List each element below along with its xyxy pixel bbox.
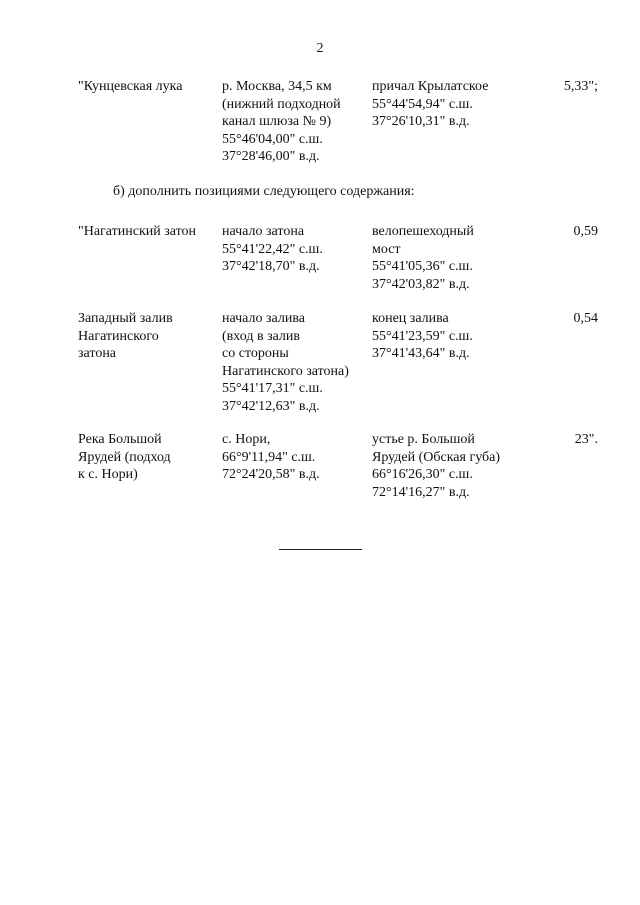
text-line: "Нагатинский затон <box>78 224 197 239</box>
text-line: к с. Нори) <box>78 467 138 483</box>
intro-paragraph: б) дополнить позициями следующего содержания: <box>113 184 415 199</box>
text-line: 55°41'17,31" с.ш. <box>222 381 323 397</box>
waterway-name <box>78 431 216 484</box>
waterway-name <box>78 310 216 363</box>
text-line: 66°16'26,30" с.ш. <box>372 467 473 483</box>
text-line: устье р. Большой <box>372 432 475 447</box>
start-point <box>222 310 367 416</box>
start-point <box>222 431 367 484</box>
page-number: 2 <box>316 41 324 56</box>
text-line: "Кунцевская лука <box>78 79 183 94</box>
text-line: конец залива <box>372 311 449 326</box>
text-line: 66°9'11,94" с.ш. <box>222 449 316 465</box>
text-line: 72°24'20,58" в.д. <box>222 467 320 483</box>
text-line: (вход в залив <box>222 328 301 344</box>
text-line: 37°28'46,00" в.д. <box>222 149 320 165</box>
text-line: канал шлюза № 9) <box>222 114 332 130</box>
length-value <box>518 223 598 241</box>
start-point <box>222 223 367 276</box>
text-line: Ярудей (Обская губа) <box>372 449 501 465</box>
text-line: 37°41'43,64" в.д. <box>372 346 470 362</box>
text-line: р. Москва, 34,5 км <box>222 79 332 94</box>
start-point <box>222 78 367 166</box>
text-line: Западный залив <box>78 311 173 326</box>
length-value <box>518 431 598 449</box>
text-line: причал Крылатское <box>372 79 489 94</box>
text-line: с. Нори, <box>222 432 271 447</box>
text-line: Нагатинского затона) <box>222 363 349 379</box>
length-value <box>518 310 598 328</box>
text-line: начало залива <box>222 311 305 326</box>
text-line: 37°42'12,63" в.д. <box>222 398 320 414</box>
waterway-name <box>78 78 216 96</box>
end-point <box>372 310 517 363</box>
text-line: 0,59 <box>573 224 598 239</box>
end-point <box>372 223 517 293</box>
end-point <box>372 78 517 131</box>
text-line: 0,54 <box>573 311 598 326</box>
length-value <box>518 78 598 96</box>
text-line: (нижний подходной <box>222 96 341 112</box>
text-line: 55°41'05,36" с.ш. <box>372 259 473 275</box>
text-line: Нагатинского <box>78 328 159 344</box>
text-line: велопешеходный <box>372 224 474 239</box>
end-divider-line <box>279 549 362 550</box>
text-line: 55°44'54,94" с.ш. <box>372 96 473 112</box>
text-line: 55°46'04,00" с.ш. <box>222 131 323 147</box>
text-line: Река Большой <box>78 432 162 447</box>
text-line: мост <box>372 241 401 257</box>
text-line: 72°14'16,27" в.д. <box>372 484 470 500</box>
text-line: 55°41'23,59" с.ш. <box>372 328 473 344</box>
text-line: 5,33"; <box>563 79 598 94</box>
text-line: начало затона <box>222 224 305 239</box>
text-line: 55°41'22,42" с.ш. <box>222 241 323 257</box>
text-line: 37°42'18,70" в.д. <box>222 259 320 275</box>
end-point <box>372 431 517 501</box>
text-line: 37°42'03,82" в.д. <box>372 276 470 292</box>
text-line: Ярудей (подход <box>78 449 171 465</box>
text-line: затона <box>78 346 117 362</box>
text-line: со стороны <box>222 346 289 362</box>
waterway-name <box>78 223 216 241</box>
text-line: 37°26'10,31" в.д. <box>372 114 470 130</box>
text-line: 23". <box>574 432 598 447</box>
